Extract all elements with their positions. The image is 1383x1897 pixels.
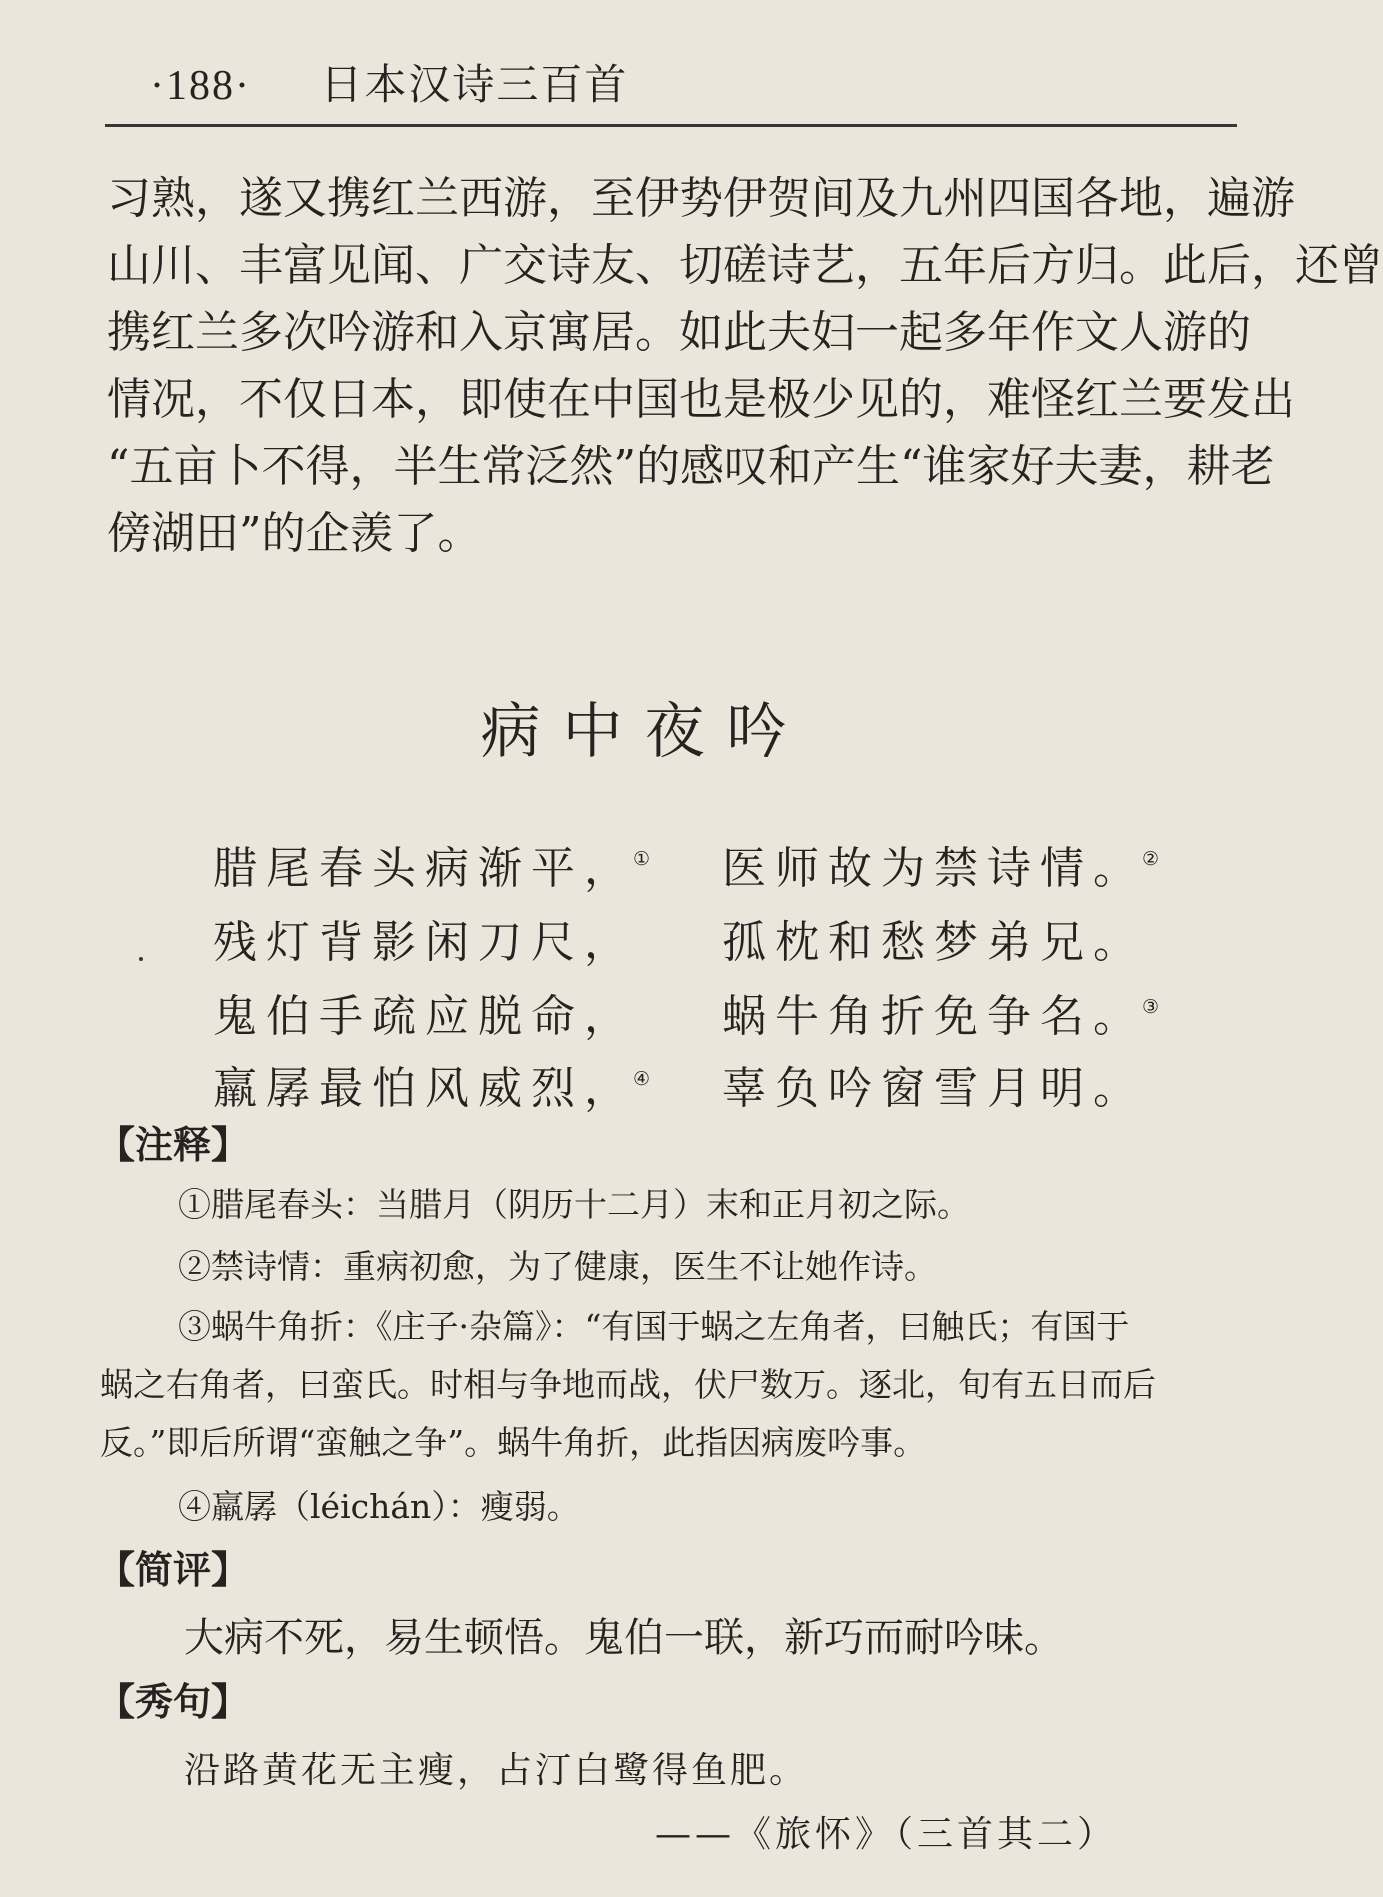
intro-line: 情况，不仅日本，即使在中国也是极少见的，难怪红兰要发出	[107, 374, 1295, 425]
poem-line-right: 蜗牛角折免争名。③	[722, 991, 1160, 1042]
comment-heading: 【简评】	[97, 1547, 250, 1592]
note-1: ①腊尾春头：当腊月（阴历十二月）末和正月初之际。	[178, 1185, 970, 1224]
footnote-marker: ③	[1142, 996, 1160, 1018]
intro-line: “五亩卜不得，半生常泛然”的感叹和产生“谁家好夫妻，耕老	[107, 441, 1275, 492]
page-number: ·188·	[150, 63, 251, 109]
footnote-marker: ④	[633, 1068, 651, 1090]
footnote-marker: ①	[633, 848, 651, 870]
header-rule	[105, 124, 1237, 127]
intro-line: 山川、丰富见闻、广交诗友、切磋诗艺，五年后方归。此后，还曾	[107, 240, 1383, 291]
page-header	[150, 52, 628, 112]
note-3-line-3: 反。”即后所谓“蛮触之争”。蜗牛角折，此指因病废吟事。	[100, 1423, 927, 1462]
poem-line-left: 鬼伯手疏应脱命，	[213, 991, 637, 1042]
footnote-marker: ②	[1142, 848, 1160, 870]
intro-line: 习熟，遂又携红兰西游，至伊势伊贺间及九州四国各地，遍游	[107, 173, 1295, 224]
poem-line-left: 羸孱最怕风威烈，④	[213, 1063, 651, 1114]
best-lines-heading: 【秀句】	[97, 1679, 250, 1724]
note-3-line-1: ③蜗牛角折：《庄子·杂篇》：“有国于蜗之左角者，曰触氏；有国于	[178, 1307, 1130, 1346]
intro-line: 携红兰多次吟游和入京寓居。如此夫妇一起多年作文人游的	[107, 307, 1251, 358]
intro-paragraph	[107, 165, 1383, 567]
poem-line-right: 医师故为禁诗情。②	[722, 843, 1160, 894]
note-2: ②禁诗情：重病初愈，为了健康，医生不让她作诗。	[178, 1247, 937, 1286]
book-title: 日本汉诗三百首	[320, 60, 629, 109]
note-4: ④羸孱（léichán）：瘦弱。	[178, 1487, 580, 1526]
poem-line-right: 辜负吟窗雪月明。	[722, 1063, 1146, 1114]
notes-heading: 【注释】	[97, 1122, 250, 1167]
poem-title: 病中夜吟	[480, 697, 809, 767]
poem-line-right: 孤枕和愁梦弟兄。	[722, 917, 1146, 968]
print-speck	[139, 957, 143, 961]
intro-line: 傍湖田”的企羡了。	[107, 508, 482, 559]
note-3-line-2: 蜗之右角者，曰蛮氏。时相与争地而战，伏尸数万。逐北，旬有五日而后	[100, 1365, 1156, 1404]
poem-line-left: 腊尾春头病渐平，①	[213, 843, 651, 894]
best-lines-source: ——《旅怀》（三首其二）	[654, 1814, 1117, 1855]
best-lines-quote: 沿路黄花无主瘦，占汀白鹭得鱼肥。	[184, 1750, 809, 1791]
comment-text: 大病不死，易生顿悟。鬼伯一联，新巧而耐吟味。	[184, 1615, 1064, 1661]
poem-line-left: 残灯背影闲刀尺，	[213, 917, 637, 968]
